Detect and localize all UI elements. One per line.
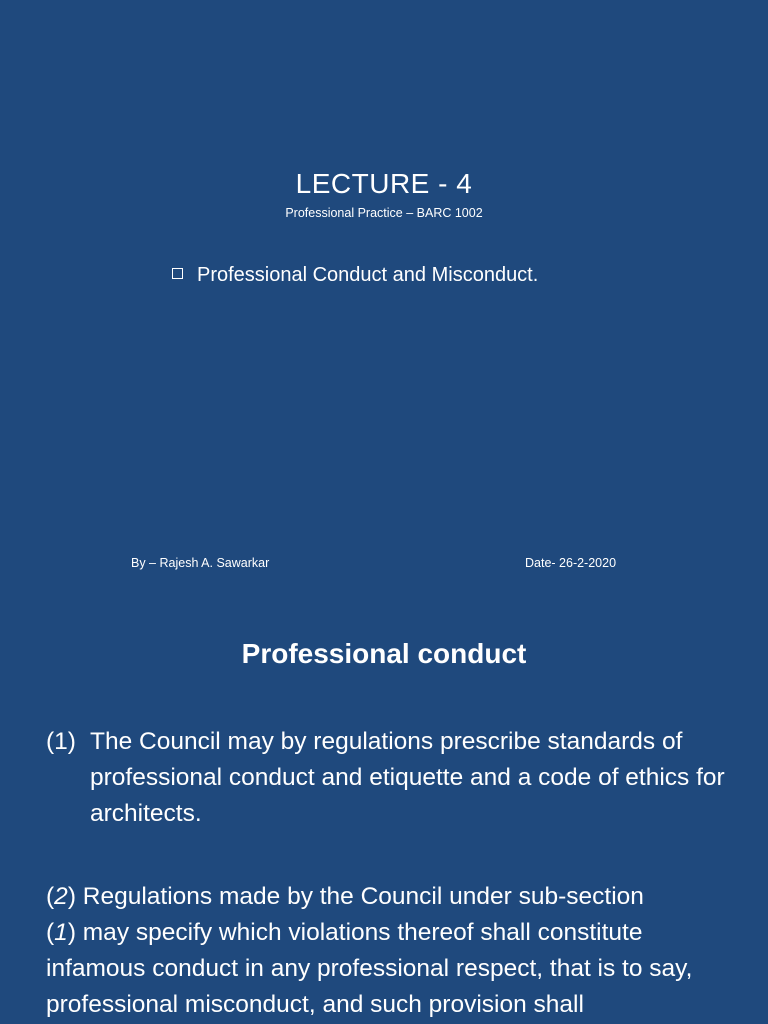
slide-professional-conduct bbox=[0, 600, 768, 1024]
checkbox-bullet-icon bbox=[172, 268, 183, 279]
paragraph-2: (2) Regulations made by the Council under sub-section (1) may specify which violations thereof shall constitute infamous conduct in any professional respect, that is to say, professional misconduct, and such provision shall bbox=[46, 883, 693, 1018]
course-subtitle: Professional Practice – BARC 1002 bbox=[285, 206, 483, 220]
paragraph-2-text-start: ) Regulations made by the Council under sub-section bbox=[67, 883, 644, 910]
topic-text: Professional Conduct and Misconduct. bbox=[197, 264, 539, 286]
topic-bullet bbox=[172, 264, 538, 287]
lecture-title: LECTURE - 4 bbox=[295, 168, 473, 199]
paragraph-1-number: (1) bbox=[46, 728, 76, 755]
sub-section-number: 1 bbox=[54, 919, 68, 946]
paragraph-2-number: 2 bbox=[54, 883, 68, 910]
lecture-date: Date- 26-2-2020 bbox=[525, 556, 617, 570]
section-title: Professional conduct bbox=[241, 638, 527, 669]
paragraph-1 bbox=[46, 724, 746, 832]
author-credit: By – Rajesh A. Sawarkar bbox=[131, 556, 270, 570]
paragraph-2-text-rest: ) may specify which violations thereof shall constitute infamous conduct in any professional respect, that is to say, professional misconduct, and such provision shall bbox=[46, 919, 693, 1018]
paragraph-1-text: The Council may by regulations prescribe standards of professional conduct and etiquette and a code of ethics for architects. bbox=[90, 728, 725, 827]
